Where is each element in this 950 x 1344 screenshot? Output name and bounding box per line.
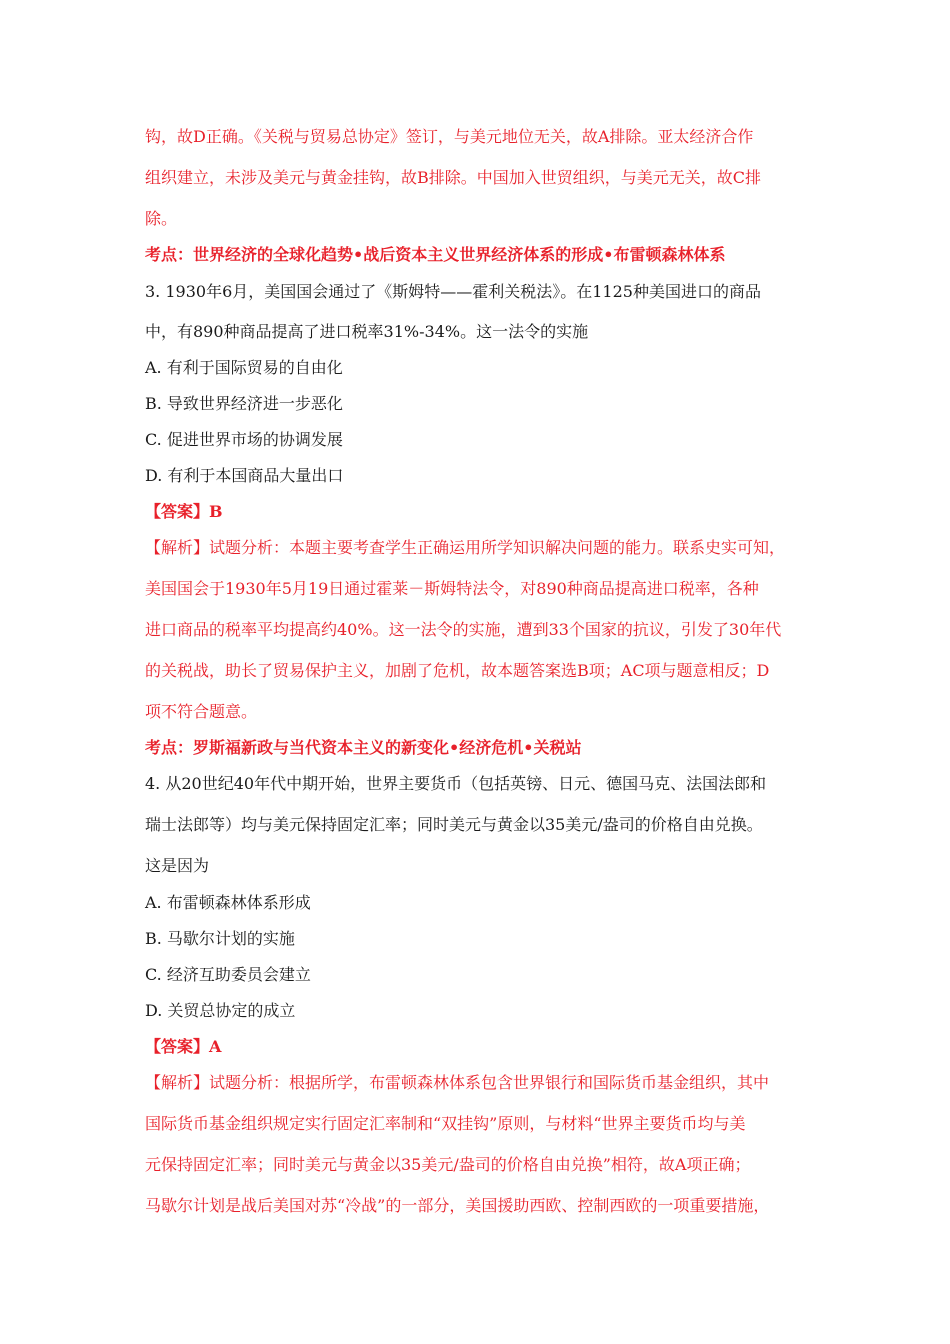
analysis-line: 组织建立，未涉及美元与黄金挂钩，故B排除。中国加入世贸组织，与美元无关，故C排 (145, 168, 762, 187)
question-stem: 这是因为 (145, 856, 210, 875)
option-a: A. 布雷顿森林体系形成 (145, 893, 311, 912)
question-stem: 4. 从20世纪40年代中期开始，世界主要货币（包括英镑、日元、德国马克、法国法郎和 (145, 774, 767, 793)
analysis-line: 进口商品的税率平均提高约40%。这一法令的实施，遭到33个国家的抗议，引发了30年代 (145, 620, 782, 639)
analysis-line: 元保持固定汇率；同时美元与黄金以35美元/盎司的价格自由兑换”相符，故A项正确； (145, 1155, 751, 1174)
kaodian-line: 考点：世界经济的全球化趋势•战后资本主义世界经济体系的形成•布雷顿森林体系 (145, 245, 726, 264)
analysis-line: 美国国会于1930年5月19日通过霍莱－斯姆特法令，对890种商品提高进口税率，各种 (145, 579, 759, 598)
kaodian-line: 考点：罗斯福新政与当代资本主义的新变化•经济危机•关税站 (145, 738, 582, 757)
option-a: A. 有利于国际贸易的自由化 (145, 358, 343, 377)
analysis-line: 国际货币基金组织规定实行固定汇率制和“双挂钩”原则，与材料“世界主要货币均与美 (145, 1114, 746, 1133)
question-stem: 中，有890种商品提高了进口税率31%-34%。这一法令的实施 (145, 322, 589, 341)
analysis-line: 【解析】试题分析：根据所学，布雷顿森林体系包含世界银行和国际货币基金组织，其中 (145, 1073, 770, 1092)
option-d: D. 有利于本国商品大量出口 (145, 466, 344, 485)
option-b: B. 马歇尔计划的实施 (145, 929, 295, 948)
analysis-line: 项不符合题意。 (145, 702, 258, 721)
question-stem: 3. 1930年6月，美国国会通过了《斯姆特——霍利关税法》。在1125种美国进口的商品 (145, 282, 761, 301)
answer-line: 【答案】B (145, 502, 223, 521)
question-stem: 瑞士法郎等）均与美元保持固定汇率；同时美元与黄金以35美元/盎司的价格自由兑换。 (145, 815, 763, 834)
option-d: D. 关贸总协定的成立 (145, 1001, 296, 1020)
analysis-line: 钩，故D正确。《关税与贸易总协定》签订，与美元地位无关，故A排除。亚太经济合作 (145, 127, 754, 146)
analysis-line: 除。 (145, 209, 178, 228)
analysis-line: 的关税战，助长了贸易保护主义，加剧了危机，故本题答案选B项；AC项与题意相反；D (145, 661, 770, 680)
analysis-line: 【解析】试题分析：本题主要考查学生正确运用所学知识解决问题的能力。联系史实可知， (145, 538, 786, 557)
analysis-line: 马歇尔计划是战后美国对苏“冷战”的一部分，美国援助西欧、控制西欧的一项重要措施， (145, 1196, 770, 1215)
answer-line: 【答案】A (145, 1037, 222, 1056)
option-c: C. 经济互助委员会建立 (145, 965, 311, 984)
option-b: B. 导致世界经济进一步恶化 (145, 394, 343, 413)
option-c: C. 促进世界市场的协调发展 (145, 430, 343, 449)
